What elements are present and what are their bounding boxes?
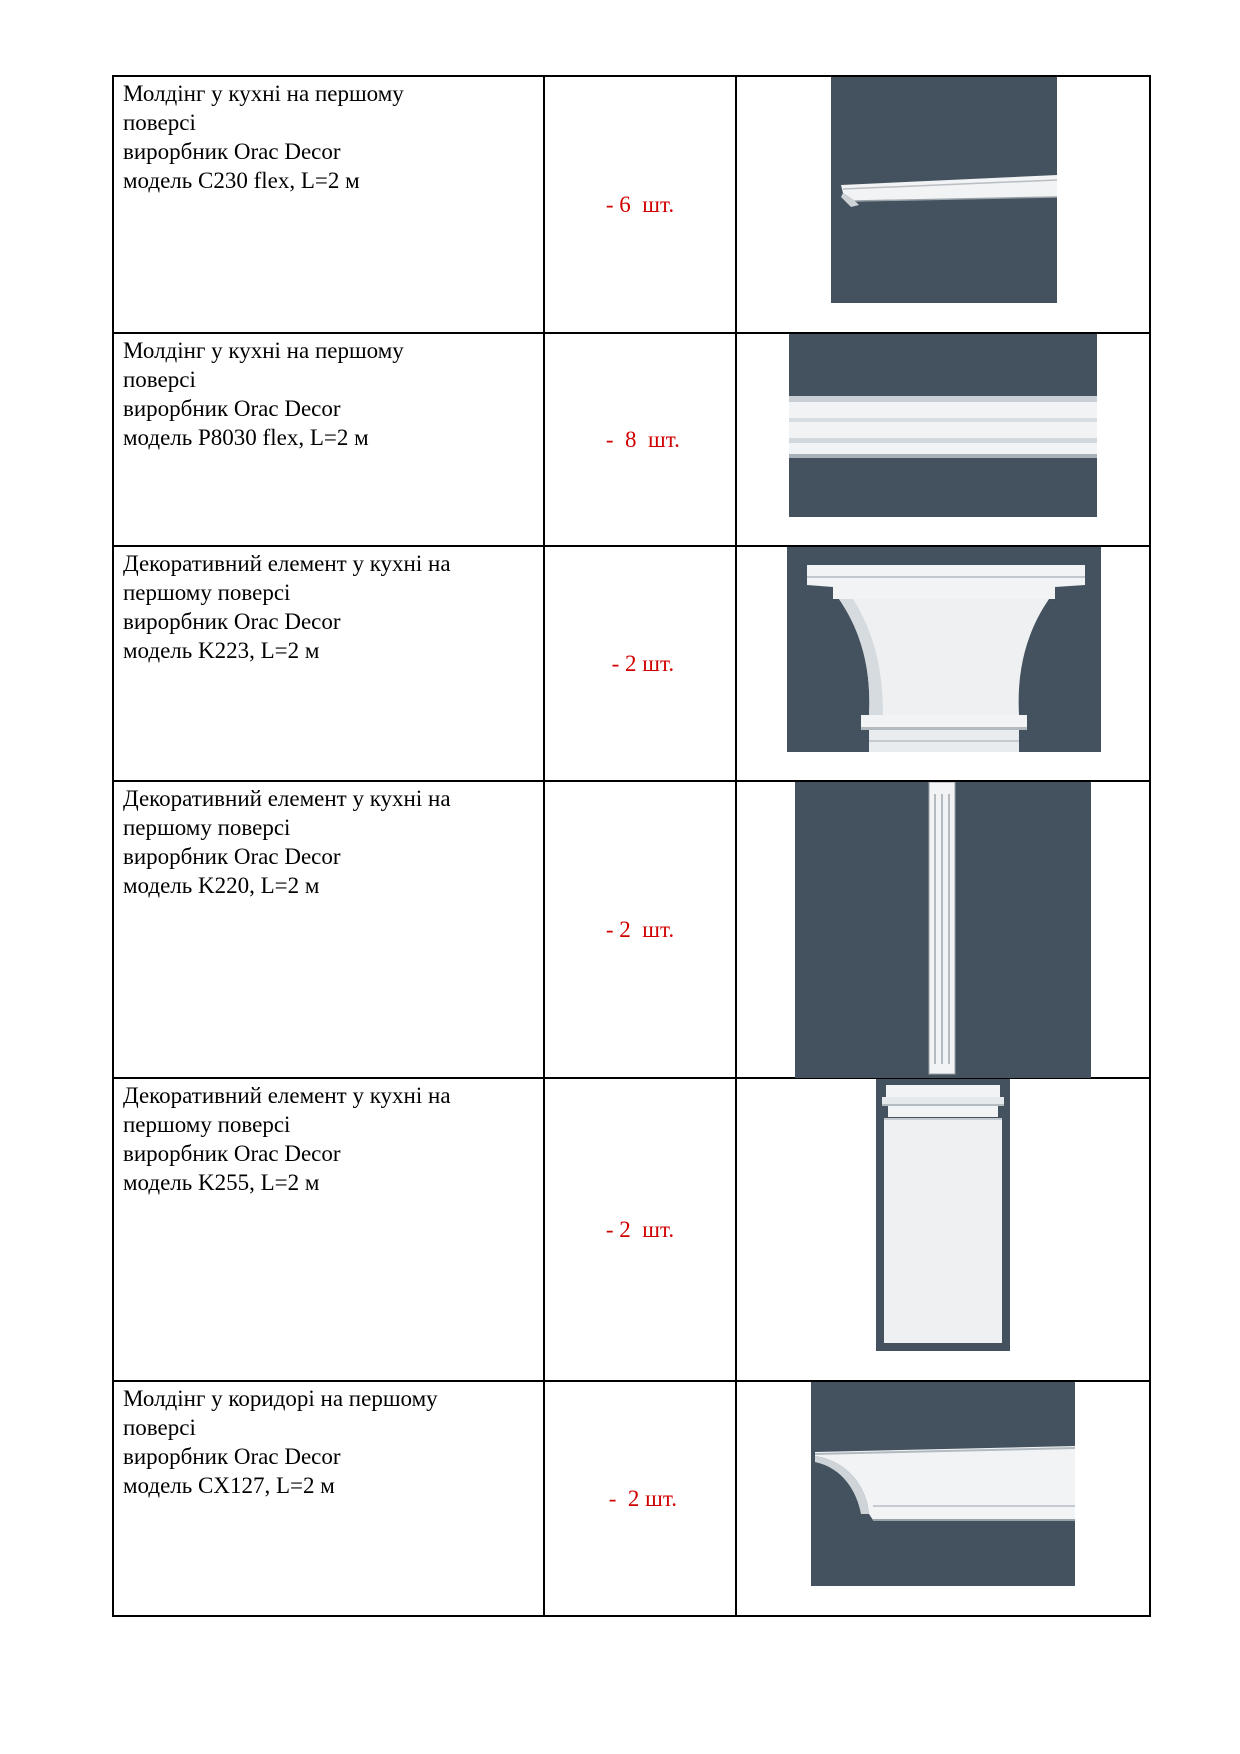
item-quantity-cell [544, 76, 736, 333]
cornice-cx127-image [811, 1382, 1075, 1586]
table-row [113, 1078, 1150, 1381]
specification-table [112, 75, 1151, 1617]
description-line: модель P8030 flex, L=2 м [123, 425, 369, 450]
description-line: першому поверсі [123, 815, 291, 840]
description-line: поверсі [123, 110, 196, 135]
description-line: Молдінг у коридорі на першому [123, 1386, 438, 1411]
item-quantity: - 2 шт. [605, 916, 675, 942]
item-description [113, 781, 544, 1078]
description-line: вирорбник Orac Decor [123, 396, 341, 421]
item-quantity: - 2 шт. [605, 1216, 675, 1242]
item-image-cell [736, 76, 1150, 333]
description-line: поверсі [123, 1415, 196, 1440]
item-quantity: - 8 шт. [600, 426, 680, 452]
description-line: вирорбник Orac Decor [123, 609, 341, 634]
item-quantity: - 6 шт. [605, 191, 675, 217]
description-line: Декоративний елемент у кухні на [123, 551, 451, 576]
description-line: Молдінг у кухні на першому [123, 81, 404, 106]
item-image-cell [736, 1078, 1150, 1381]
item-description [113, 76, 544, 333]
item-quantity-cell [544, 1381, 736, 1616]
description-line: модель K220, L=2 м [123, 873, 320, 898]
description-line: вирорбник Orac Decor [123, 844, 341, 869]
description-line: першому поверсі [123, 580, 291, 605]
description-line: першому поверсі [123, 1112, 291, 1137]
item-image-cell [736, 546, 1150, 781]
item-description [113, 1078, 544, 1381]
fluted-pilaster-k220-image [795, 782, 1091, 1078]
table-row [113, 781, 1150, 1078]
item-image-cell [736, 333, 1150, 546]
description-line: модель K255, L=2 м [123, 1170, 320, 1195]
pilaster-base-k255-image [876, 1079, 1010, 1351]
item-description [113, 333, 544, 546]
pilaster-capital-k223-image [787, 547, 1101, 752]
description-line: вирорбник Orac Decor [123, 1444, 341, 1469]
description-line: вирорбник Orac Decor [123, 1141, 341, 1166]
item-quantity: - 2 шт. [605, 650, 675, 676]
table-row [113, 76, 1150, 333]
description-line: модель C230 flex, L=2 м [123, 168, 360, 193]
crown-moulding-c230-image [831, 77, 1057, 303]
description-line: модель K223, L=2 м [123, 638, 320, 663]
description-line: Декоративний елемент у кухні на [123, 1083, 451, 1108]
item-quantity: - 2 шт. [603, 1485, 677, 1511]
item-description [113, 1381, 544, 1616]
table-row [113, 1381, 1150, 1616]
description-line: поверсі [123, 367, 196, 392]
item-quantity-cell [544, 781, 736, 1078]
item-image-cell [736, 1381, 1150, 1616]
item-quantity-cell [544, 546, 736, 781]
description-line: вирорбник Orac Decor [123, 139, 341, 164]
description-line: Декоративний елемент у кухні на [123, 786, 451, 811]
item-quantity-cell [544, 333, 736, 546]
description-line: Молдінг у кухні на першому [123, 338, 404, 363]
table-row [113, 546, 1150, 781]
item-quantity-cell [544, 1078, 736, 1381]
item-image-cell [736, 781, 1150, 1078]
panel-moulding-p8030-image [789, 334, 1097, 517]
description-line: модель CX127, L=2 м [123, 1473, 335, 1498]
table-row [113, 333, 1150, 546]
item-description [113, 546, 544, 781]
